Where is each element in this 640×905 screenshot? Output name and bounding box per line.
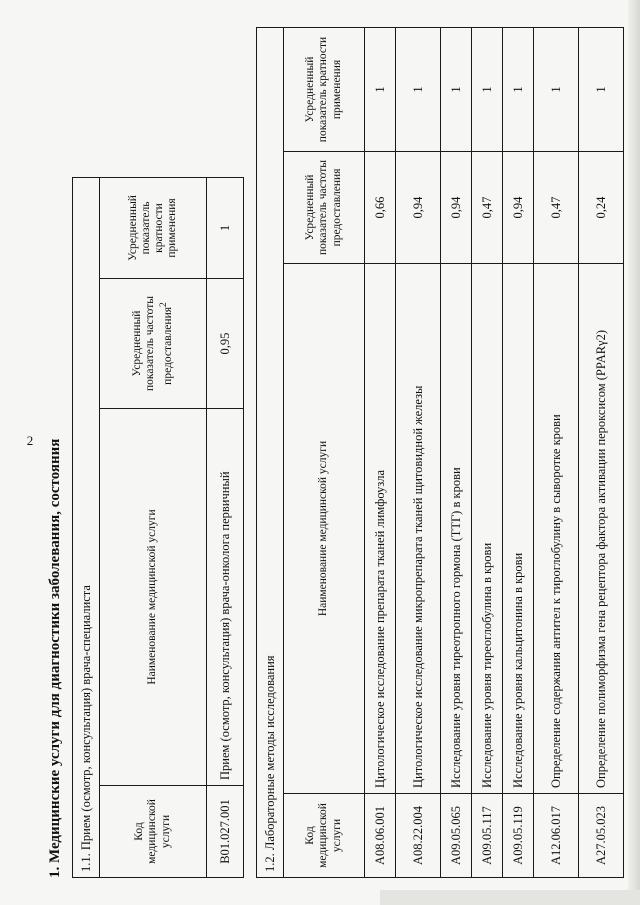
section-title: 1.2. Лабораторные методы исследования xyxy=(257,27,284,877)
service-frequency: 0,66 xyxy=(365,152,396,264)
scan-shadow xyxy=(380,890,640,905)
table-specialist-visits xyxy=(72,177,244,878)
service-frequency: 0,47 xyxy=(472,152,503,264)
service-name: Исследование уровня кальцитонина в крови xyxy=(503,264,534,794)
service-frequency: 0,94 xyxy=(441,152,472,264)
header-frequency-text: Усредненный показатель частоты предоставления xyxy=(131,296,174,391)
service-name: Определение полиморфизма гена рецептора фактора активации пероксисом (PPARγ2) xyxy=(579,264,624,794)
table-row xyxy=(472,27,503,877)
service-name: Прием (осмотр, консультация) врача-онколога первичный xyxy=(207,409,244,786)
service-name: Определение содержания антител к тироглобулину в сыворотке крови xyxy=(534,264,579,794)
table-header-row xyxy=(100,177,207,877)
page-number: 2 xyxy=(26,433,34,448)
service-multiplicity: 1 xyxy=(365,27,396,151)
service-name: Цитологическое исследование микропрепарата тканей щитовидной железы xyxy=(396,264,441,794)
table-row xyxy=(579,27,624,877)
header-frequency xyxy=(100,279,207,409)
service-multiplicity: 1 xyxy=(396,27,441,151)
section-heading: 1. Медицинские услуги для диагностики заболевания, состояния xyxy=(47,438,63,878)
service-code: A09.05.119 xyxy=(503,794,534,878)
rotated-page-content xyxy=(42,0,640,878)
service-code: A27.05.023 xyxy=(579,794,624,878)
table-row xyxy=(365,27,396,877)
service-frequency: 0,94 xyxy=(396,152,441,264)
service-code: B01.027.001 xyxy=(207,786,244,878)
service-multiplicity: 1 xyxy=(503,27,534,151)
service-multiplicity: 1 xyxy=(472,27,503,151)
service-multiplicity: 1 xyxy=(534,27,579,151)
service-frequency: 0,94 xyxy=(503,152,534,264)
service-frequency: 0,95 xyxy=(207,279,244,409)
header-code: Код медицинской услуги xyxy=(100,786,207,878)
service-name: Исследование уровня тиреоглобулина в крови xyxy=(472,264,503,794)
service-name: Исследование уровня тиреотропного гормона (ТТГ) в крови xyxy=(441,264,472,794)
header-code: Код медицинской услуги xyxy=(284,794,365,878)
service-code: A09.05.065 xyxy=(441,794,472,878)
header-multiplicity: Усредненный показатель кратности применения xyxy=(284,27,365,151)
section-title-row xyxy=(73,177,100,877)
service-frequency: 0,47 xyxy=(534,152,579,264)
header-frequency: Усредненный показатель частоты предоставления xyxy=(284,152,365,264)
service-multiplicity: 1 xyxy=(441,27,472,151)
table-row xyxy=(207,177,244,877)
service-code: A12.06.017 xyxy=(534,794,579,878)
section-title-row xyxy=(257,27,284,877)
table-row xyxy=(503,27,534,877)
service-code: A08.06.001 xyxy=(365,794,396,878)
footnote-mark: 2 xyxy=(157,302,169,307)
header-name: Наименование медицинской услуги xyxy=(284,264,365,794)
table-row xyxy=(441,27,472,877)
service-frequency: 0,24 xyxy=(579,152,624,264)
service-multiplicity: 1 xyxy=(207,177,244,278)
service-code: A09.05.117 xyxy=(472,794,503,878)
service-multiplicity: 1 xyxy=(579,27,624,151)
table-row xyxy=(396,27,441,877)
section-title: 1.1. Прием (осмотр, консультация) врача-специалиста xyxy=(73,177,100,877)
table-header-row xyxy=(284,27,365,877)
table-lab-methods xyxy=(256,27,624,878)
header-name: Наименование медицинской услуги xyxy=(100,409,207,786)
table-row xyxy=(534,27,579,877)
header-multiplicity: Усредненный показатель кратности применения xyxy=(100,177,207,278)
service-name: Цитологическое исследование препарата тканей лимфоузла xyxy=(365,264,396,794)
service-code: A08.22.004 xyxy=(396,794,441,878)
